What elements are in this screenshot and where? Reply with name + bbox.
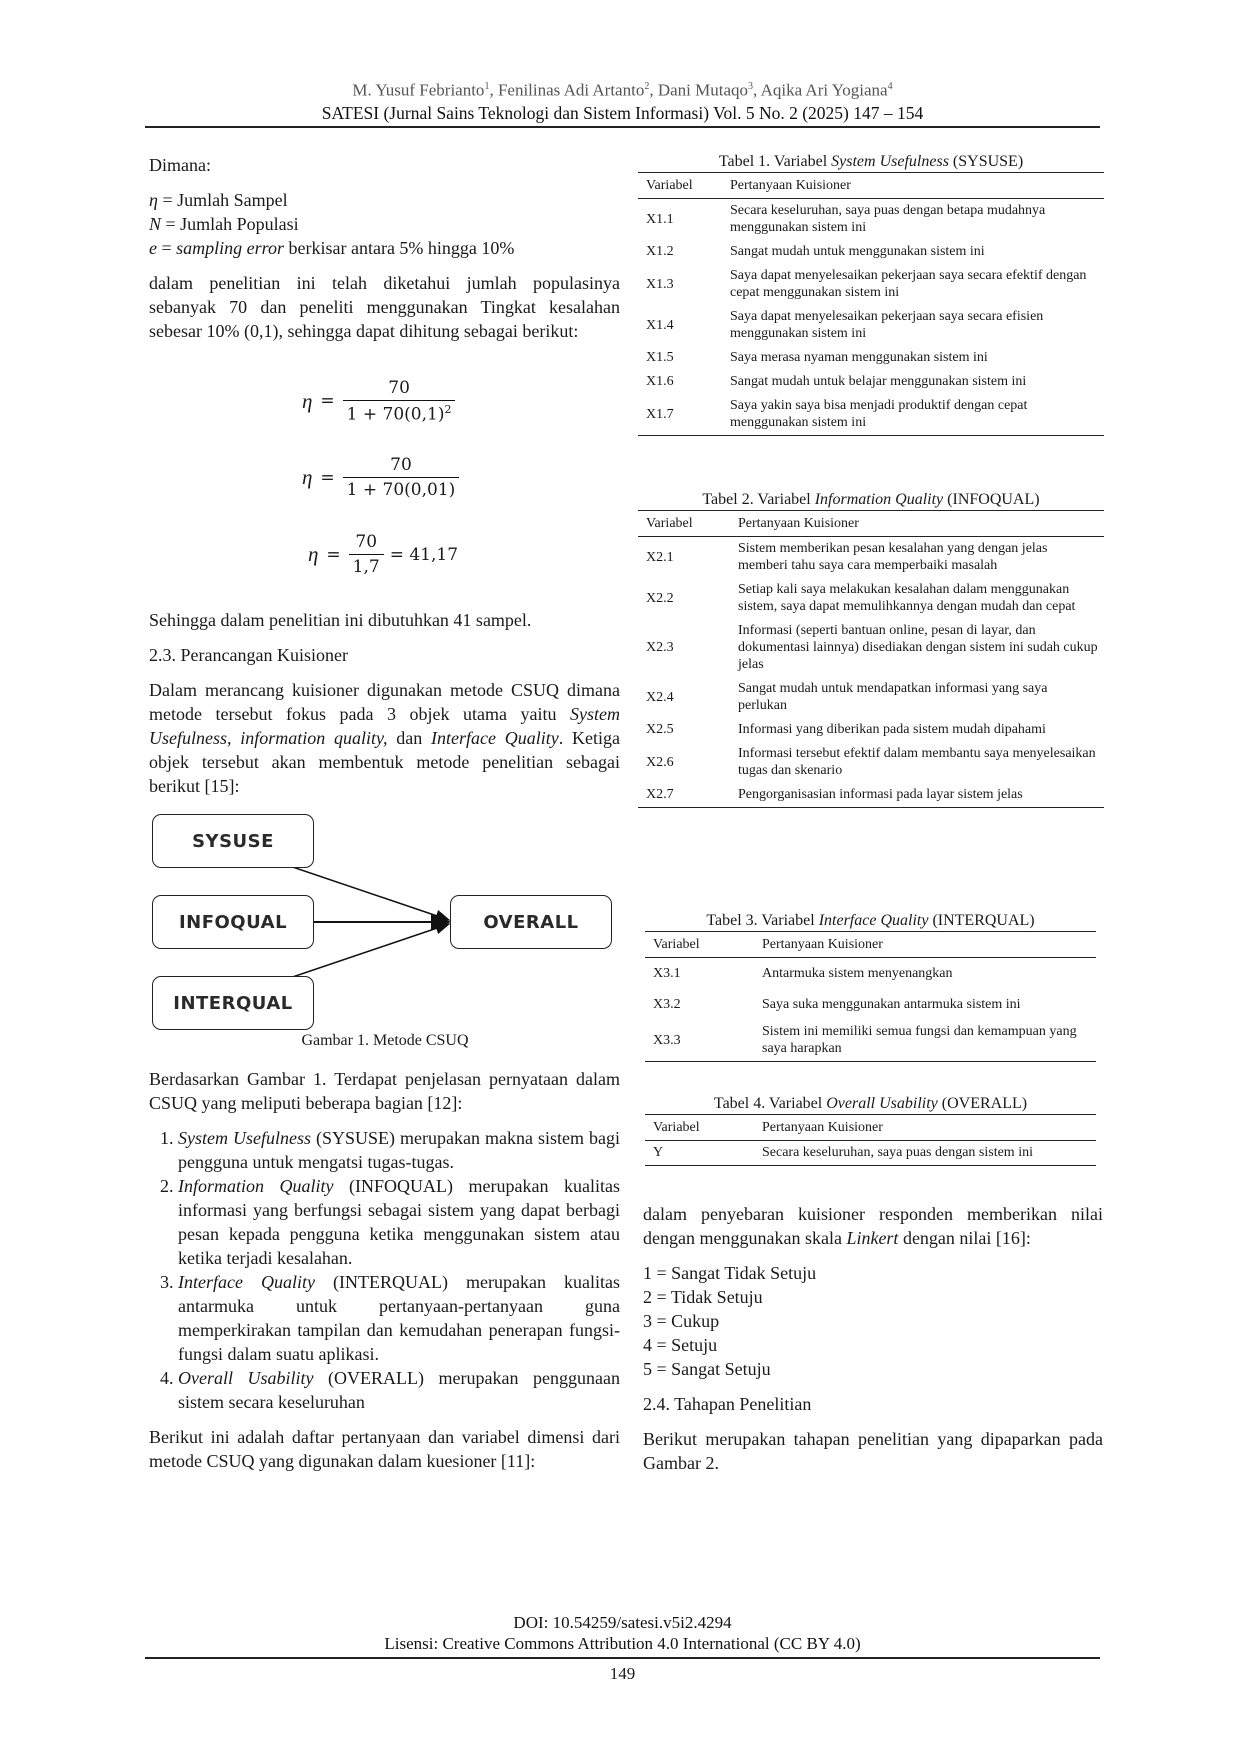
table-header-row [645,932,1096,958]
figure-caption: Gambar 1. Metode CSUQ [301,1032,469,1049]
equals-sign: = [320,467,335,488]
cell-question: Informasi yang diberikan pada sistem mudah dipahami [738,722,1046,737]
table-row [638,264,1104,305]
denominator: 1,7 [349,554,384,577]
cell-question: Secara keseluruhan, saya puas dengan betapa mudahnya menggunakan sistem ini [730,203,1046,235]
cell-variable: X1.7 [638,394,722,436]
symbol: η [149,190,158,210]
title-text: Tabel 2. Variabel [702,491,815,508]
cell-question: Sistem memberikan pesan kesalahan yang dengan jelas memberi tahu saya cara memperbaiki masalah [738,541,1048,573]
text: dengan nilai [16]: [898,1228,1031,1248]
cell-variable: X3.3 [645,1020,754,1062]
title-text: (OVERALL) [937,1095,1028,1112]
table-row [638,370,1104,394]
denominator-text: 1 + 70(0,1) [346,404,445,425]
cell-variable: X1.4 [646,317,674,333]
title-italic: Information Quality [814,491,944,508]
page-number: 149 [609,1664,636,1683]
italic-text: Interface Quality [431,728,559,748]
table-1 [638,172,1104,436]
list-text: (OVERALL) merupakan penggunaan sistem secara keseluruhan [178,1368,620,1412]
list-text: (INTERQUAL) merupakan kualitas antarmuka untuk pertanyaan-pertanyaan guna memperkirakan tampilan dan kemudahan penerapan fungsi-fungsi dalam suatu aplikasi. [178,1272,621,1364]
table-row [638,578,1104,619]
eta-symbol: η [302,388,313,413]
paragraph-research-steps: Berikut merupakan tahapan penelitian yang dipaparkan pada Gambar 2. [643,1429,1103,1473]
table-row [638,240,1104,264]
cell-variable: Y [645,1141,754,1166]
cell-variable: X3.1 [653,966,681,981]
likert-scale-list [643,1261,1103,1381]
left-column [149,153,620,343]
column-header: Variabel [645,932,754,958]
column-header: Pertanyaan Kuisioner [754,1115,1096,1141]
definition-eta [149,188,620,212]
cell-variable: X3.2 [653,997,681,1012]
cell-question: Antarmuka sistem menyenangkan [762,965,953,981]
csuq-dimension-list [149,1126,620,1414]
text: dalam penyebaran kuisioner responden memberikan nilai dengan menggunakan skala [643,1204,1103,1248]
column-header: Variabel [645,1115,754,1141]
table-3 [645,931,1096,1062]
column-header: Pertanyaan Kuisioner [730,511,1104,537]
table-row [638,742,1104,783]
list-item [178,1270,620,1366]
cell-question: Sangat mudah untuk mendapatkan informasi yang saya perlukan [738,681,1048,713]
table-row [645,1141,1096,1166]
table-1-block [638,152,1104,436]
title-text: Tabel 1. Variabel [718,153,832,170]
italic-term: Interface Quality [178,1272,315,1292]
table-row [638,394,1104,436]
paragraph-csuq-parts: Berdasarkan Gambar 1. Terdapat penjelasan pernyataan dalam CSUQ yang meliputi beberapa bagian [12]: [149,1069,620,1113]
cell-question: Setiap kali saya melakukan kesalahan dalam menggunakan sistem, saya dapat memulihkannya dengan mudah dan cepat [738,582,1076,614]
page-footer [145,1612,1100,1654]
column-header: Pertanyaan Kuisioner [754,932,1096,958]
paragraph-likert [643,1202,1103,1250]
denominator: 1 + 70(0,01) [343,477,460,500]
cell-variable: X2.3 [646,640,674,655]
italic-term: System Usefulness [178,1128,311,1148]
cell-variable: X2.7 [638,783,730,808]
footer-license: Lisensi: Creative Commons Attribution 4.0 International (CC BY 4.0) [384,1634,861,1653]
cell-variable: X1.2 [646,244,674,259]
paragraph-sample-count: Sehingga dalam penelitian ini dibutuhkan 41 sampel. [149,610,532,630]
fraction [343,378,456,425]
paragraph-csuq-method [149,678,620,798]
equation-3 [308,532,458,577]
cell-variable: X1.1 [646,211,674,227]
author-name: Fenilinas Adi Artanto [497,80,645,100]
figure-csuq-diagram [150,812,620,1030]
cell-question: Saya merasa nyaman menggunakan sistem ini [730,350,988,365]
box-infoqual: INFOQUAL [152,895,314,949]
italic-text: Linkert [846,1228,899,1248]
header-journal: SATESI (Jurnal Sains Teknologi dan Sistem Informasi) Vol. 5 No. 2 (2025) 147 – 154 [321,102,924,123]
table-3-block [645,911,1096,1062]
title-italic: Overall Usability [826,1095,938,1112]
cell-variable: X2.4 [646,689,674,705]
table-header-row [638,511,1104,537]
table-row [638,537,1104,579]
cell-question: Saya dapat menyelesaikan pekerjaan saya secara efisien menggunakan sistem ini [730,309,1044,341]
cell-question: Saya suka menggunakan antarmuka sistem ini [762,996,1021,1012]
title-text: (INFOQUAL) [943,491,1040,508]
cell-question: Sangat mudah untuk belajar menggunakan sistem ini [730,374,1027,389]
column-header: Variabel [638,511,730,537]
definition-text: = [157,238,177,258]
left-column-bottom [149,1067,620,1473]
italic-term: Information Quality [178,1176,334,1196]
cell-question: Sangat mudah untuk menggunakan sistem ini [730,244,985,259]
cell-variable: X1.6 [646,374,674,389]
eta-symbol: η [302,465,313,489]
left-column-middle [149,608,620,798]
cell-variable: X2.1 [646,549,674,565]
author-sup: 4 [887,81,893,92]
exponent: 2 [444,403,452,416]
box-interqual: INTERQUAL [152,976,314,1030]
equals-sign: = [326,544,341,565]
section-heading-2-3: 2.3. Perancangan Kuisioner [149,645,348,665]
paragraph-population: dalam penelitian ini telah diketahui jumlah populasinya sebanyak 70 dan peneliti menggunakan Tingkat kesalahan sebesar 10% (0,1), sehingga dapat dihitung sebagai berikut: [149,273,620,341]
text: Dalam merancang kuisioner digunakan metode CSUQ dimana metode tersebut fokus pada 3 objek utama yaitu [149,680,620,724]
header-authors: M. Yusuf Febrianto$^1$, Fenilinas Adi Artanto$^2$, Dani Mutaqo$^3$, Aqika Ari Yogiana$^4$ [352,80,893,100]
table-row [645,958,1096,990]
cell-question: Sistem ini memiliki semua fungsi dan kemampuan yang saya harapkan [754,1020,1096,1062]
dimana-label: Dimana: [149,155,211,175]
eta-symbol: η [308,542,319,566]
author-name: Aqika Ari Yogiana [760,80,888,100]
list-item [178,1174,620,1270]
author-name: Dani Mutaqo [657,80,749,100]
cell-variable: X2.2 [646,590,674,606]
table-4 [645,1114,1096,1166]
text: . Ketiga objek tersebut akan membentuk metode penelitian sebagai berikut [15]: [149,728,620,796]
scale-item: 4 = Setuju [643,1335,718,1355]
list-item [178,1366,620,1414]
title-text: Tabel 3. Variabel [706,912,819,929]
scale-item: 2 = Tidak Setuju [643,1287,763,1307]
equation-2 [302,455,459,500]
scale-item: 3 = Cukup [643,1311,720,1331]
denominator [343,400,456,425]
definition-text: = Jumlah Populasi [161,214,299,234]
cell-variable: X2.5 [646,722,674,737]
table-2-title [638,490,1104,510]
equals-sign: = [320,391,335,412]
italic-term: Overall Usability [178,1368,314,1388]
definition-text: = Jumlah Sampel [157,190,288,210]
text: dan [387,728,432,748]
table-header-row [638,173,1104,199]
cell-question: Saya yakin saya bisa menjadi produktif dengan cepat menggunakan sistem ini [722,394,1104,436]
table-4-title [645,1094,1096,1114]
fraction [349,532,384,577]
scale-item: 5 = Sangat Setuju [643,1359,771,1379]
table-row [638,305,1104,346]
table-3-title [645,911,1096,931]
symbol: e [149,238,157,258]
table-1-title [638,152,1104,172]
numerator: 70 [390,455,412,475]
author-sup: 1 [484,81,490,92]
right-column-text [643,1202,1103,1475]
column-header: Variabel [638,173,722,199]
title-text: Tabel 4. Variabel [713,1095,827,1112]
cell-variable: X1.5 [646,350,674,365]
title-text: (INTERQUAL) [928,912,1035,929]
numerator: 70 [388,378,410,398]
table-row [638,199,1104,241]
symbol: N [149,214,162,234]
footer-doi: DOI: 10.54259/satesi.v5i2.4294 [513,1613,732,1632]
title-italic: Interface Quality [818,912,929,929]
cell-question: Saya dapat menyelesaikan pekerjaan saya secara efektif dengan cepat menggunakan sistem ini [730,268,1087,300]
table-2 [638,510,1104,808]
numerator: 70 [355,532,378,552]
table-row [645,1020,1096,1062]
equation-result: = 41,17 [389,544,459,565]
table-row [638,718,1104,742]
author-sup: 2 [644,81,650,92]
table-row [645,989,1096,1020]
footer-rule [145,1657,1100,1659]
section-heading-2-4: 2.4. Tahapan Penelitian [643,1394,812,1414]
box-overall: OVERALL [450,895,612,949]
list-text: (SYSUSE) merupakan makna sistem bagi pengguna untuk mengatsi tugas-tugas. [178,1128,621,1172]
cell-question: Informasi (seperti bantuan online, pesan di layar, dan dokumentasi lainnya) disediakan dengan sistem ini sudah cukup jelas [738,623,1098,672]
author-name: M. Yusuf Febrianto [352,80,485,100]
title-text: (SYSUSE) [948,153,1024,170]
table-row [638,783,1104,808]
italic-text: System Usefulness, information quality, [149,704,620,748]
author-sup: 3 [748,81,754,92]
cell-question: Secara keseluruhan, saya puas dengan sistem ini [754,1141,1096,1166]
definition-italic: sampling error [176,238,284,258]
paragraph-question-list: Berikut ini adalah daftar pertanyaan dan variabel dimensi dari metode CSUQ yang digunakan dalam kuesioner [11]: [149,1427,620,1471]
cell-question: Pengorganisasian informasi pada layar sistem jelas [730,783,1104,808]
table-header-row [645,1115,1096,1141]
table-row [638,677,1104,718]
equation-1 [302,378,455,425]
table-2-block [638,490,1104,808]
definition-n [149,212,620,236]
list-text: (INFOQUAL) merupakan kualitas informasi yang berfungsi sebagai sistem yang dapat berbagi pesan kepada pengguna ketika menggunakan sistem atau ketika terjadi kesalahan. [178,1176,620,1268]
title-italic: System Usefulness [831,153,949,170]
table-4-block [645,1094,1096,1166]
table-row [638,619,1104,677]
header-rule [145,126,1100,128]
list-item [178,1126,620,1174]
box-sysuse: SYSUSE [152,814,314,868]
cell-variable: X2.6 [646,754,674,770]
running-header [145,76,1100,124]
scale-item: 1 = Sangat Tidak Setuju [643,1263,817,1283]
fraction [343,455,460,500]
cell-question: Informasi tersebut efektif dalam membantu saya menyelesaikan tugas dan skenario [738,746,1096,778]
definition-e [149,236,620,260]
column-header: Pertanyaan Kuisioner [722,173,1104,199]
cell-variable: X1.3 [646,276,674,292]
table-row [638,346,1104,370]
definition-text: berkisar antara 5% hingga 10% [284,238,515,258]
